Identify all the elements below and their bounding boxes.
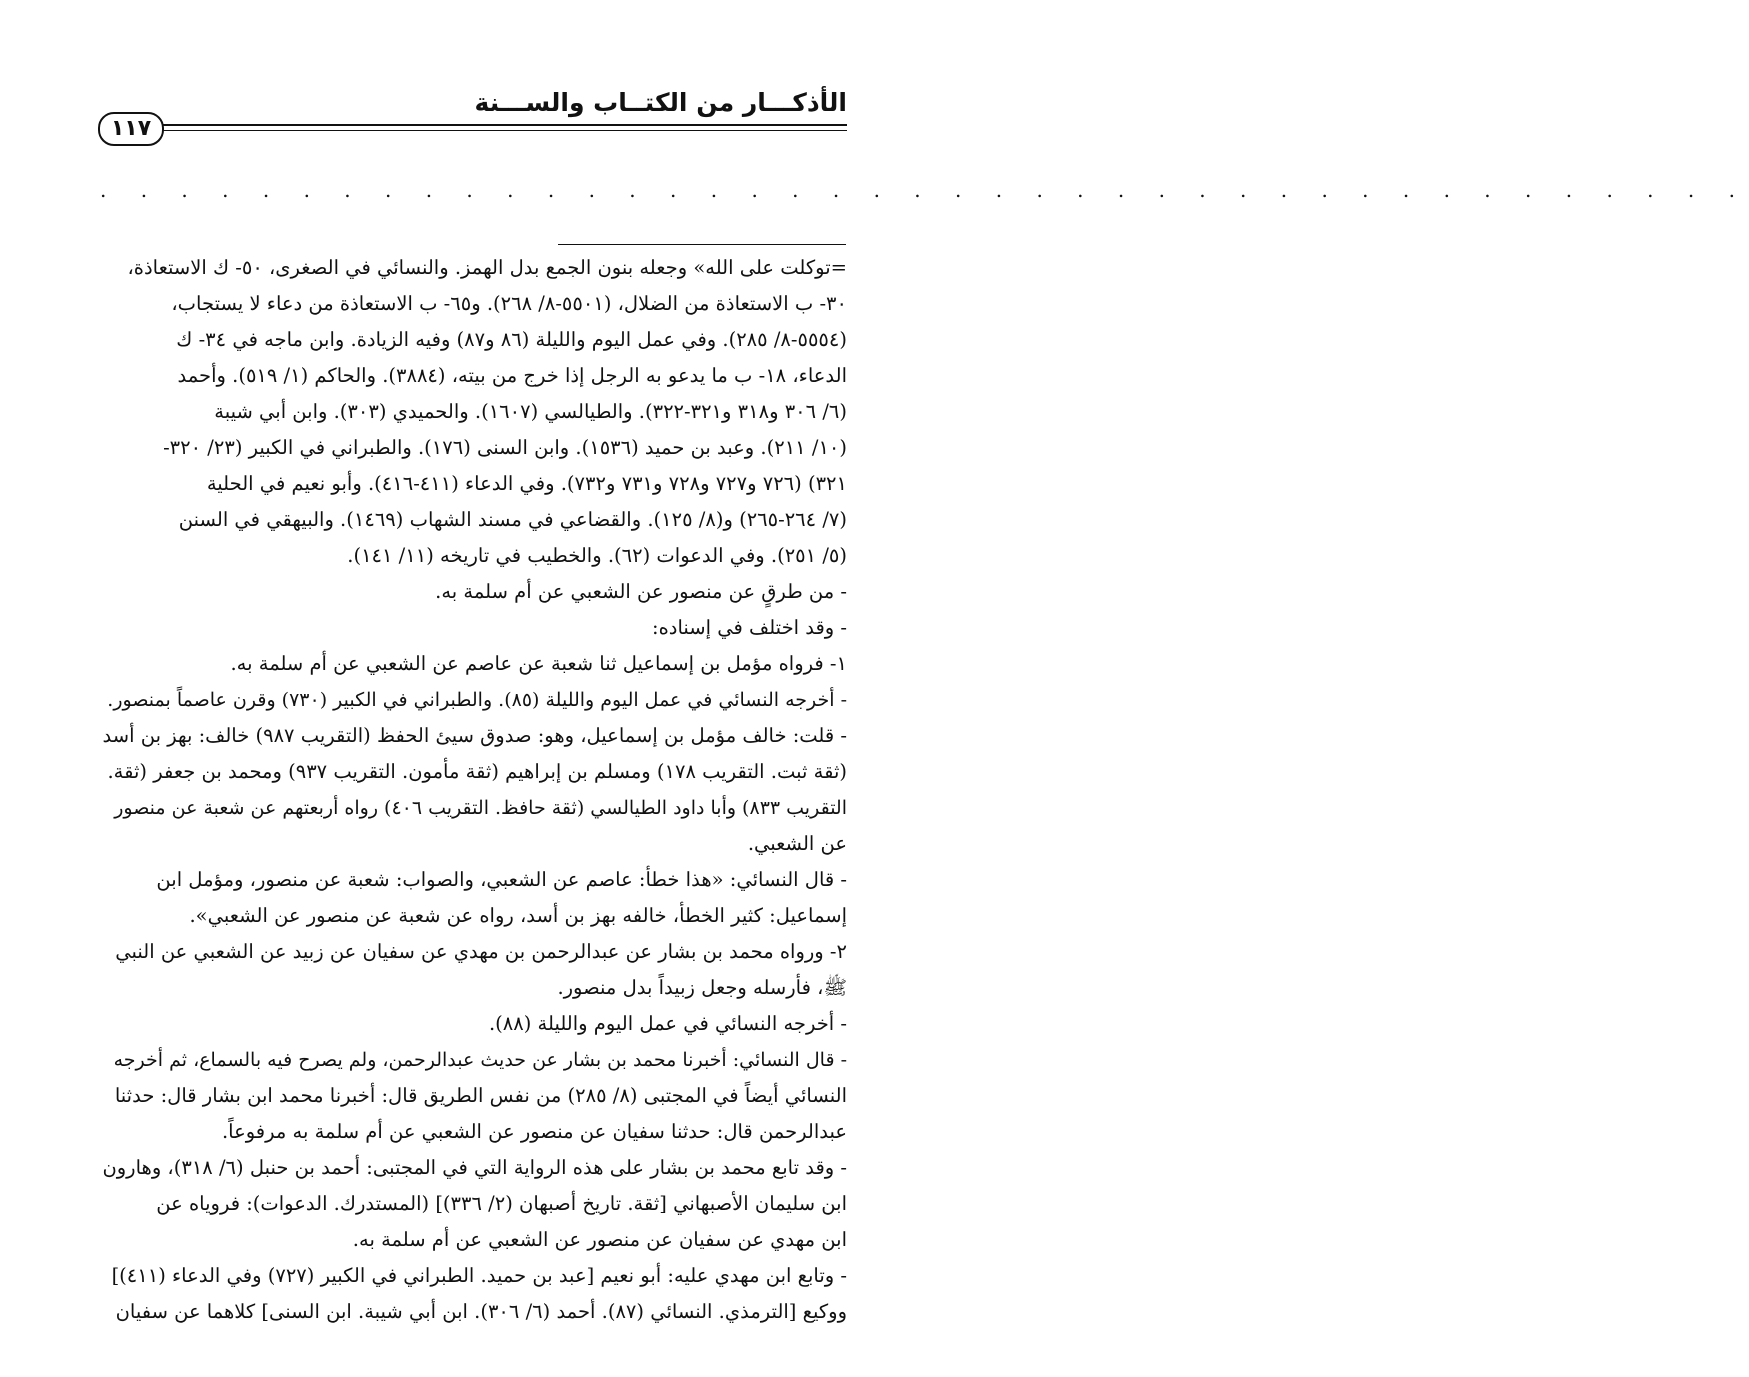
- text-line: - وتابع ابن مهدي عليه: أبو نعيم [عبد بن حميد. الطبراني في الكبير (٧٢٧) وفي الدعاء (٤١١)]: [111, 1264, 847, 1287]
- text-line: - أخرجه النسائي في عمل اليوم والليلة (٨٨).: [488, 1012, 847, 1035]
- text-line: ٣٠- ب الاستعاذة من الضلال، (٥٥٠١-٨/ ٢٦٨). و٦٥- ب الاستعاذة من دعاء لا يستجاب،: [171, 292, 847, 315]
- book-title: الأذكـــار من الكتــاب والســـنة: [474, 88, 847, 117]
- footnote-rule: [558, 244, 846, 245]
- text-line: (٥٥٥٤-٨/ ٢٨٥). وفي عمل اليوم والليلة (٨٦ و٨٧) وفيه الزيادة. وابن ماجه في ٣٤- ك: [176, 328, 847, 351]
- text-line: ووكيع [الترمذي. النسائي (٨٧). أحمد (٦/ ٣٠٦). ابن أبي شيبة. ابن السنى] كلاهما عن سفيان: [115, 1300, 847, 1323]
- header-rule-double: [162, 130, 847, 131]
- text-line: ابن مهدي عن سفيان عن منصور عن الشعبي عن أم سلمة به.: [352, 1228, 847, 1251]
- text-line: ﷺ، فأرسله وجعل زبيداً بدل منصور.: [557, 976, 847, 999]
- text-line: - وقد تابع محمد بن بشار على هذه الرواية التي في المجتبى: أحمد بن حنبل (٦/ ٣١٨)، وهارون: [102, 1156, 847, 1179]
- text-line: (٥/ ٢٥١). وفي الدعوات (٦٢). والخطيب في تاريخه (١١/ ١٤١).: [347, 544, 847, 567]
- text-line: - قال النسائي: «هذا خطأ: عاصم عن الشعبي، والصواب: شعبة عن منصور، ومؤمل ابن: [156, 868, 847, 891]
- text-line: - وقد اختلف في إسناده:: [652, 616, 847, 639]
- text-line: ٣٢١) (٧٢٦ و٧٢٧ و٧٢٨ و٧٣١ و٧٣٢). وفي الدعاء (٤١١-٤١٦). وأبو نعيم في الحلية: [206, 472, 847, 495]
- page-number: ١١٧: [98, 112, 164, 146]
- text-line: ٢- ورواه محمد بن بشار عن عبدالرحمن بن مهدي عن سفيان عن زبيد عن الشعبي عن النبي: [115, 940, 847, 963]
- text-line: - من طرقٍ عن منصور عن الشعبي عن أم سلمة به.: [435, 580, 847, 603]
- text-line: - قلت: خالف مؤمل بن إسماعيل، وهو: صدوق سيئ الحفظ (التقريب ٩٨٧) خالف: بهز بن أسد: [102, 724, 847, 747]
- dotted-separator: . . . . . . . . . . . . . . . . . . . . . . . . . . . . . . . . . . . . . . . . .: [100, 178, 1749, 202]
- footnote-text: [96, 250, 847, 1330]
- text-line: (١٠/ ٢١١). وعبد بن حميد (١٥٣٦). وابن السنى (١٧٦). والطبراني في الكبير (٢٣/ ٣٢٠-: [163, 436, 847, 459]
- text-line: ابن سليمان الأصبهاني [ثقة. تاريخ أصبهان (٢/ ٣٣٦)] (المستدرك. الدعوات): فروياه عن: [156, 1192, 847, 1215]
- text-line: النسائي أيضاً في المجتبى (٨/ ٢٨٥) من نفس الطريق قال: أخبرنا محمد ابن بشار قال: حدثنا: [114, 1084, 847, 1107]
- text-line: (٧/ ٢٦٤-٢٦٥) و(٨/ ١٢٥). والقضاعي في مسند الشهاب (١٤٦٩). والبيهقي في السنن: [178, 508, 847, 531]
- text-line: التقريب ٨٣٣) وأبا داود الطيالسي (ثقة حافظ. التقريب ٤٠٦) رواه أربعتهم عن شعبة عن منصور: [114, 797, 847, 819]
- text-line: إسماعيل: كثير الخطأ، خالفه بهز بن أسد، رواه عن شعبة عن منصور عن الشعبي».: [189, 904, 847, 927]
- text-line: الدعاء، ١٨- ب ما يدعو به الرجل إذا خرج من بيته، (٣٨٨٤). والحاكم (١/ ٥١٩). وأحمد: [177, 364, 847, 387]
- text-line: (٦/ ٣٠٦ و٣١٨ و٣٢١-٣٢٢). والطيالسي (١٦٠٧). والحميدي (٣٠٣). وابن أبي شيبة: [214, 400, 847, 423]
- text-line: - أخرجه النسائي في عمل اليوم والليلة (٨٥). والطبراني في الكبير (٧٣٠) وقرن عاصماً بمنصور.: [107, 689, 847, 711]
- page-header: [96, 88, 847, 150]
- text-line: عن الشعبي.: [747, 832, 847, 855]
- text-line: ١- فرواه مؤمل بن إسماعيل ثنا شعبة عن عاصم عن الشعبي عن أم سلمة به.: [230, 652, 847, 675]
- text-line: عبدالرحمن قال: حدثنا سفيان عن منصور عن الشعبي عن أم سلمة به مرفوعاً.: [221, 1120, 847, 1143]
- text-line: (ثقة ثبت. التقريب ١٧٨) ومسلم بن إبراهيم (ثقة مأمون. التقريب ٩٣٧) ومحمد بن جعفر (ثقة.: [107, 760, 847, 783]
- text-line: - قال النسائي: أخبرنا محمد بن بشار عن حديث عبدالرحمن، ولم يصرح فيه بالسماع، ثم أخرجه: [113, 1049, 847, 1071]
- text-line: =توكلت على الله» وجعله بنون الجمع بدل الهمز. والنسائي في الصغرى، ٥٠- ك الاستعاذة،: [127, 256, 847, 279]
- header-rule: [162, 124, 847, 126]
